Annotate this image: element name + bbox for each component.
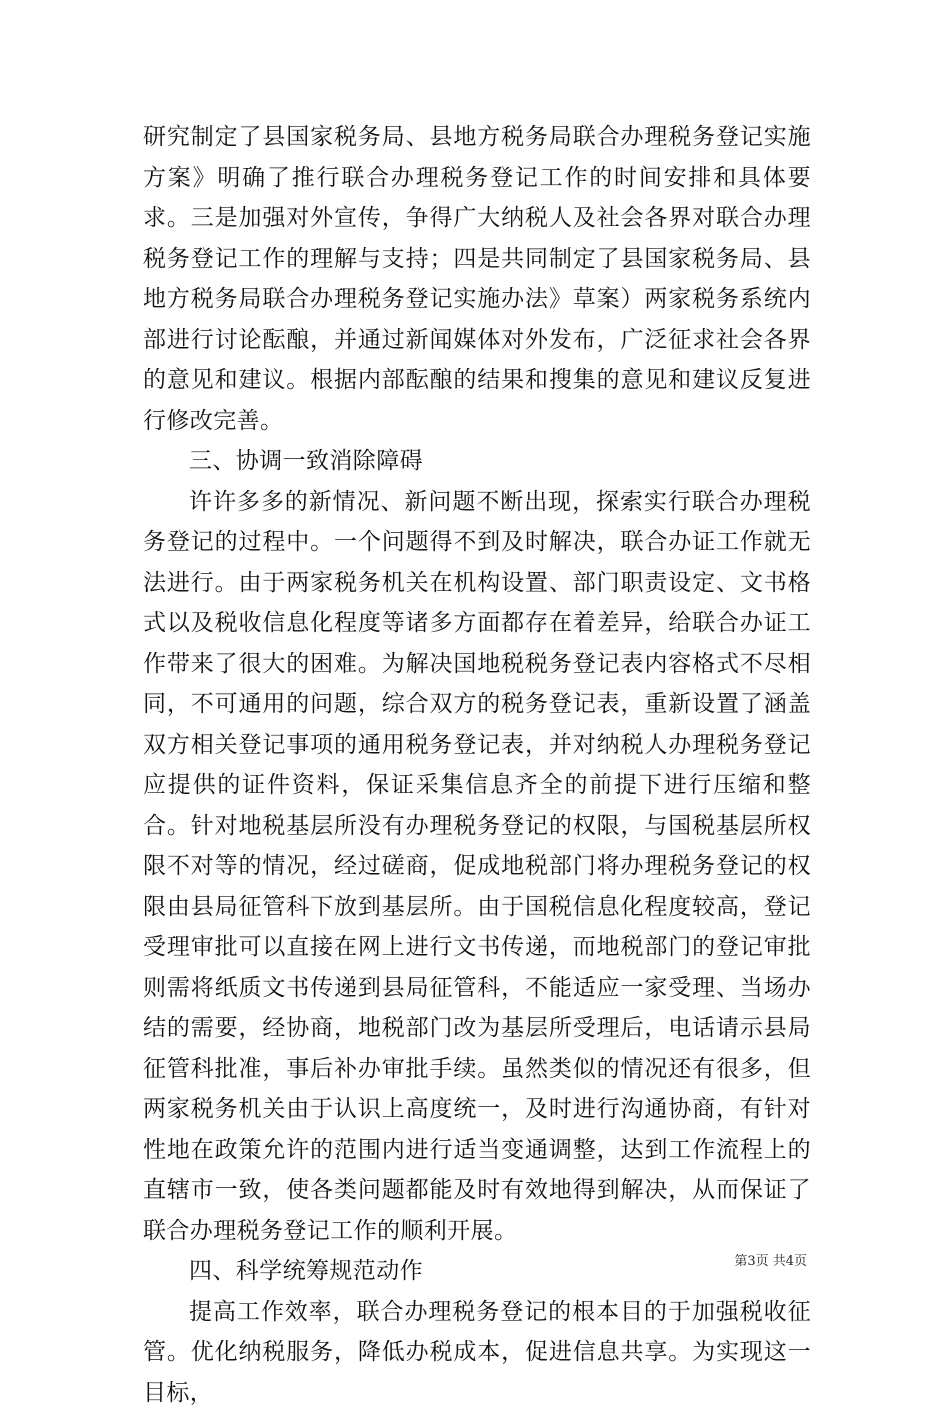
body-paragraph: 许许多多的新情况、新问题不断出现，探索实行联合办理税务登记的过程中。一个问题得不到及时解决，联合办证工作就无法进行。由于两家税务机关在机构设置、部门职责设定、文书格式以及税收信息化程度等诸多方面都存在着差异，给联合办证工作带来了很大的困难。为解决国地税税务登记表内容格式不尽相同，不可通用的问题，综合双方的税务登记表，重新设置了涵盖双方相关登记事项的通用税务登记表，并对纳税人办理税务登记应提供的证件资料，保证采集信息齐全的前提下进行压缩和整合。针对地税基层所没有办理税务登记的权限，与国税基层所权限不对等的情况，经过磋商，促成地税部门将办理税务登记的权限由县局征管科下放到基层所。由于国税信息化程度较高，登记受理审批可以直接在网上进行文书传递，而地税部门的登记审批则需将纸质文书传递到县局征管科，不能适应一家受理、当场办结的需要，经协商，地税部门改为基层所受理后，电话请示县局征管科批准，事后补办审批手续。虽然类似的情况还有很多，但两家税务机关由于认识上高度统一，及时进行沟通协商，有针对性地在政策允许的范围内进行适当变通调整，达到工作流程上的直辖市一致，使各类问题都能及时有效地得到解决，从而保证了联合办理税务登记工作的顺利开展。	[143, 482, 811, 1252]
section-heading-four: 四、科学统筹规范动作	[143, 1251, 811, 1292]
page-number-footer: 第3页 共4页	[734, 1250, 807, 1269]
body-paragraph: 提高工作效率，联合办理税务登记的根本目的于加强税收征管。优化纳税服务，降低办税成本，促进信息共享。为实现这一目标，	[143, 1292, 811, 1413]
continuation-paragraph: 研究制定了县国家税务局、县地方税务局联合办理税务登记实施方案》明确了推行联合办理税务登记工作的时间安排和具体要求。三是加强对外宣传，争得广大纳税人及社会各界对联合办理税务登记工作的理解与支持；四是共同制定了县国家税务局、县地方税务局联合办理税务登记实施办法》草案）两家税务系统内部进行讨论酝酿，并通过新闻媒体对外发布，广泛征求社会各界的意见和建议。根据内部酝酿的结果和搜集的意见和建议反复进行修改完善。	[143, 117, 811, 441]
section-heading-three: 三、协调一致消除障碍	[143, 441, 811, 482]
document-body	[143, 117, 811, 1413]
